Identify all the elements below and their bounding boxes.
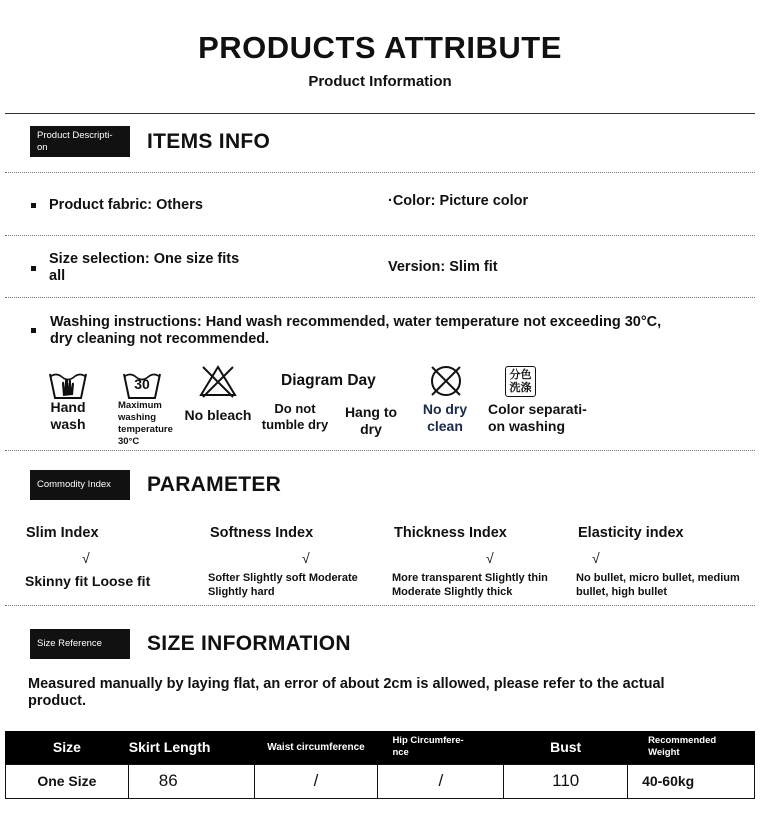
measurement-note: Measured manually by laying flat, an error of about 2cm is allowed, please refer to the actual product.	[28, 676, 665, 709]
header-recommended-weight: Recommended Weight	[628, 731, 755, 764]
no-tumble-dry-label: Do not tumble dry	[261, 401, 329, 432]
color-info: ·Color: Picture color	[388, 193, 529, 209]
hang-to-dry-label: Hang to dry	[344, 404, 398, 437]
slim-index-title: Slim Index	[26, 525, 99, 541]
divider	[5, 235, 755, 236]
cell-skirt-length: 86	[128, 764, 254, 798]
section-tag-size-reference: Size Reference	[30, 629, 130, 659]
size-selection-info: Size selection: One size fits all	[49, 251, 240, 284]
section-title-size-information: SIZE INFORMATION	[147, 632, 351, 655]
bullet-icon	[31, 266, 36, 271]
table-row	[6, 764, 755, 798]
cell-waist: /	[254, 764, 378, 798]
header-bust: Bust	[504, 731, 628, 764]
divider	[5, 113, 755, 114]
divider	[5, 172, 755, 173]
softness-options: Softer Slightly soft Moderate Slightly hard	[208, 572, 358, 598]
softness-index-title: Softness Index	[210, 525, 314, 541]
slim-check-mark: √	[82, 550, 90, 566]
no-bleach-label: No bleach	[184, 407, 252, 423]
softness-check-mark: √	[302, 550, 310, 566]
header-waist: Waist circumference	[254, 731, 378, 764]
thickness-index-title: Thickness Index	[394, 525, 507, 541]
section-title-parameter: PARAMETER	[147, 473, 282, 496]
divider	[5, 297, 755, 298]
divider	[5, 450, 755, 451]
cell-size: One Size	[6, 764, 129, 798]
diagram-day-label: Diagram Day	[281, 372, 376, 389]
no-bleach-icon	[198, 364, 238, 398]
bullet-icon	[31, 328, 36, 333]
no-dry-clean-icon	[426, 364, 466, 398]
divider	[5, 605, 755, 606]
elasticity-check-mark: √	[592, 550, 600, 566]
washing-instructions: Washing instructions: Hand wash recommended, water temperature not exceeding 30°C, dry cleaning not recommended.	[50, 314, 662, 347]
page-subtitle: Product Information	[308, 73, 452, 90]
size-table-header-row	[6, 731, 755, 764]
color-separation-label: Color separati- on washing	[488, 401, 587, 434]
elasticity-options: No bullet, micro bullet, medium bullet, high bullet	[576, 572, 740, 598]
cell-recommended-weight: 40-60kg	[628, 764, 755, 798]
header-size: Size	[6, 731, 129, 764]
section-tag-commodity-index: Commodity Index	[30, 470, 130, 500]
hand-wash-icon	[48, 368, 88, 402]
slim-options: Skinny fit Loose fit	[25, 573, 151, 589]
fabric-info: Product fabric: Others	[49, 197, 203, 213]
wash-temp-number: 30	[134, 376, 150, 392]
cell-bust: 110	[504, 764, 628, 798]
max-temp-label: Maximum washing temperature 30°C	[118, 400, 173, 447]
section-tag-product-description: Product Descripti- on	[30, 126, 130, 157]
elasticity-index-title: Elasticity index	[578, 525, 684, 541]
header-hip: Hip Circumfere- nce	[378, 731, 504, 764]
no-dry-clean-label: No dry clean	[422, 401, 468, 434]
bullet-icon	[31, 203, 36, 208]
size-table	[5, 731, 755, 799]
cell-hip: /	[378, 764, 504, 798]
header-skirt-length: Skirt Length	[128, 731, 254, 764]
thickness-options: More transparent Slightly thin Moderate Slightly thick	[392, 572, 548, 598]
color-separation-icon: 分色 洗涤	[505, 366, 536, 397]
version-info: Version: Slim fit	[388, 259, 498, 275]
page-title: PRODUCTS ATTRIBUTE	[198, 30, 562, 65]
section-title-items-info: ITEMS INFO	[147, 130, 271, 153]
hand-wash-label: Hand wash	[50, 399, 86, 432]
thickness-check-mark: √	[486, 550, 494, 566]
